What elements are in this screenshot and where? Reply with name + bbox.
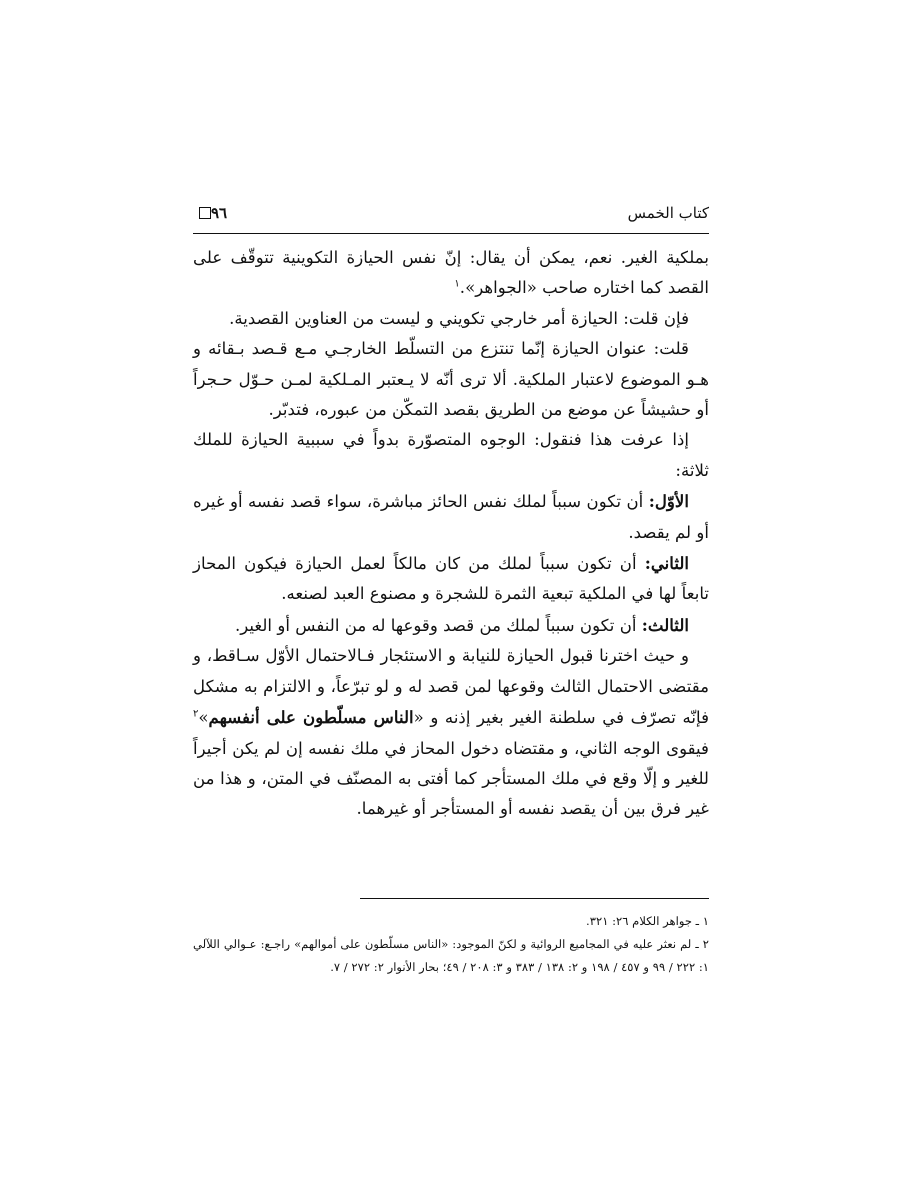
book-title: كتاب الخمس xyxy=(627,204,709,222)
page-number xyxy=(193,204,227,222)
paragraph-1 xyxy=(193,243,709,304)
footnotes xyxy=(193,910,709,979)
footnote-1: ١ ـ جواهر الكلام ٢٦: ٣٢١. xyxy=(586,914,709,928)
footnote-ref-1: ١ xyxy=(454,278,460,290)
paragraph-second-option xyxy=(193,548,709,610)
second-option-label: الثاني: xyxy=(644,553,689,574)
paragraph-4: إذا عرفت هذا فنقول: الوجوه المتصوّرة بدواً في سببية الحيازة للملك ثلاثة: xyxy=(193,430,709,480)
paragraph-3: قلت: عنوان الحيازة إنّما تنتزع من التسلّط الخارجـي مـع قـصد بـقائه و هـو الموضوع لاعتبار الملكية. ألا ترى أنّه لا يـعتبر المـلكية لمـن حـوّل حـجراً أو حشيشاً عن موضع من الطريق بقصد التمكّن من عبوره، فتدبّر. xyxy=(193,339,709,420)
footnote-ref-2: ٢ xyxy=(193,708,199,720)
header-divider xyxy=(193,233,709,234)
paragraph-third-option xyxy=(193,610,709,641)
running-header xyxy=(193,200,709,226)
footnote-2: ٢ ـ لم نعثر عليه في المجاميع الروائية و لكنّ الموجود: «الناس مسلّطون على أموالهم» راجـع: عـوالي اللآلي ١: ٢٢٢ / ٩٩ و ٤٥٧ / ١٩٨ و ٢: ١٣٨ / ٣٨٣ و ٣: ٢٠٨ / ٤٩؛ بحار الأنوار ٢: ٢٧٢ / ٧. xyxy=(193,937,709,974)
main-text xyxy=(193,243,709,825)
paragraph-1-text: بملكية الغير. نعم، يمكن أن يقال: إنّ نفس الحيازة التكوينية تتوقّف على القصد كما اختاره صاحب «الجواهر». xyxy=(193,248,709,298)
third-option-text: أن تكون سبباً لملك من قصد وقوعها له من النفس أو الغير. xyxy=(234,615,642,635)
footnote-divider xyxy=(360,898,709,899)
hadith-quote: الناس مسلّطون على أنفسهم xyxy=(208,707,414,728)
first-option-text: أن تكون سبباً لملك نفس الحائز مباشرة، سواء قصد نفسه أو غيره أو لم يقصد. xyxy=(193,492,709,542)
third-option-label: الثالث: xyxy=(641,614,689,635)
square-icon xyxy=(199,207,211,219)
paragraph-conclusion xyxy=(193,641,709,824)
second-option-text: أن تكون سبباً لملك من كان مالكاً لعمل الحيازة فيكون المحاز تابعاً لها في الملكية تبعية الثمرة للشجرة و مصنوع العبد لصنعه. xyxy=(193,554,709,604)
first-option-label: الأوّل: xyxy=(648,491,689,512)
closing-quote: » xyxy=(198,708,209,728)
page-number-value: ٩٦ xyxy=(211,204,228,222)
conclusion-text-end: فيقوى الوجه الثاني، و مقتضاه دخول المحاز في ملك نفسه إن لم يكن أجيراً للغير و إلّا وقع في ملك المستأجر كما أفتى به المصنّف في المتن، و هذا من غير فرق بين أن يقصد نفسه أو المستأجر أو غيرهما. xyxy=(193,738,709,819)
paragraph-2: فإن قلت: الحيازة أمر خارجي تكويني و ليست من العناوين القصدية. xyxy=(229,308,689,328)
conclusion-text-start: و حيث اخترنا قبول الحيازة للنيابة و الاستئجار فـالاحتمال الأوّل سـاقط، و مقتضى الاحتمال الثالث وقوعها لمن قصد له و لو تبرّعاً، و الالتزام به مشكل فإنّه تصرّف في سلطنة الغير بغير إذنه و « xyxy=(193,646,709,728)
paragraph-first-option xyxy=(193,486,709,548)
